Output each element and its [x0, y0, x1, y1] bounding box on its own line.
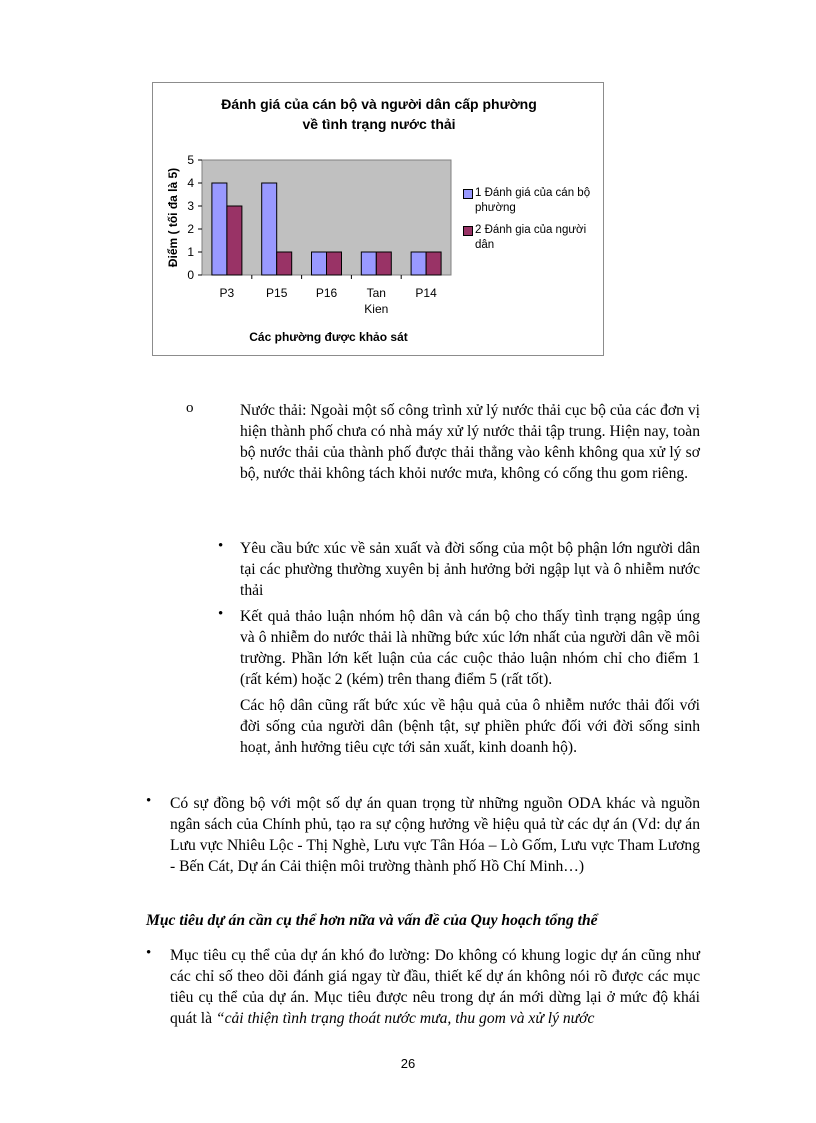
legend-item-series-2 [463, 223, 586, 253]
paragraph-muc-tieu-text: Mục tiêu cụ thể của dự án khó đo lường: Do không có khung logic dự án cũng như các chỉ số theo dõi đánh giá ngay từ đầu, thiết kế dự án không nói rõ được các mục tiêu cụ thể của dự án. Mục tiêu được nêu trong dự án mới dừng lại ở mức độ khái quát là [170, 947, 700, 1027]
bar-1-p3 [212, 183, 227, 275]
bar-2-p3 [227, 206, 242, 275]
legend-label-series-1-line-2: phường [475, 202, 516, 214]
legend-item-series-1 [463, 186, 590, 216]
bar-1-p16 [312, 252, 327, 275]
x-tick-label: P14 [415, 286, 437, 300]
bar-2-p14 [426, 252, 441, 275]
legend-label-series-1-line-1: 1 Đánh giá của cán bộ [475, 187, 591, 199]
bullet-3-marker: • [146, 793, 152, 809]
sub-bullet-marker: o [186, 400, 194, 416]
chart-plot [153, 83, 605, 357]
bar-1-p14 [411, 252, 426, 275]
bullet-2-marker: • [218, 606, 224, 622]
legend-swatch-series-1 [463, 189, 473, 199]
legend-label-series-2-line-1: 2 Đánh gia của người [475, 224, 587, 236]
bullet-1-marker: • [218, 538, 224, 554]
x-tick-label: Tan [366, 286, 386, 300]
bar-1-p15 [262, 183, 277, 275]
paragraph-muc-tieu-quote: “cải thiện tình trạng thoát nước mưa, thu gom và xử lý nước [215, 1010, 595, 1027]
x-tick-label: P15 [266, 286, 288, 300]
bullet-4-marker: • [146, 945, 152, 961]
paragraph-dong-bo: Có sự đồng bộ với một số dự án quan trọng từ những nguồn ODA khác và nguồn ngân sách của Chính phủ, tạo ra sự cộng hưởng về hiệu quả từ các dự án (Vd: dự án Lưu vực Nhiêu Lộc - Thị Nghè, Lưu vực Tân Hóa – Lò Gốm, Lưu vực Tham Lương - Bến Cát, Dự án Cải thiện môi trường thành phố Hồ Chí Minh…) [170, 795, 700, 875]
legend-label-series-2-line-2: dân [475, 239, 495, 251]
y-tick-label: 1 [187, 245, 194, 259]
y-tick-label: 2 [187, 222, 194, 236]
chart-title-line-2: về tình trạng nước thải [302, 116, 456, 132]
legend-swatch-series-2 [463, 226, 473, 236]
y-tick-label: 3 [187, 199, 194, 213]
paragraph-muc-tieu [170, 945, 700, 1029]
page-number: 26 [400, 1056, 416, 1071]
x-tick-label: Kien [364, 302, 389, 316]
y-tick-label: 4 [187, 176, 194, 190]
bar-2-p15 [277, 252, 292, 275]
paragraph-nuoc-thai: Nước thải: Ngoài một số công trình xử lý nước thải cục bộ của các đơn vị hiện thành phố chưa có nhà máy xử lý nước thải tập trung. Hiện nay, toàn bộ nước thải của thành phố được thải thẳng vào kênh không qua xử lý sơ bộ, nước thải không tách khỏi nước mưa, không có cống thu gom riêng. [240, 402, 700, 482]
bar-2-tan-kien [376, 252, 391, 275]
chart-title-line-1: Đánh giá của cán bộ và người dân cấp phường [221, 96, 537, 112]
x-axis-title: Các phường được khảo sát [249, 330, 408, 344]
x-tick-label: P3 [219, 286, 235, 300]
paragraph-ket-qua: Kết quả thảo luận nhóm hộ dân và cán bộ cho thấy tình trạng ngập úng và ô nhiễm do nước thải là những bức xúc lớn nhất của người dân về môi trường. Phần lớn kết luận của các cuộc thảo luận nhóm chỉ cho điểm 1 (rất kém) hoặc 2 (kém) trên thang điểm 5 (rất tốt). [240, 608, 700, 688]
x-tick-label: P16 [315, 286, 338, 300]
paragraph-cac-ho-dan: Các hộ dân cũng rất bức xúc về hậu quả của ô nhiễm nước thải đối với đời sống của người dân (bệnh tật, sự phiền phức đối với đời sống sinh hoạt, ảnh hưởng tiêu cực tới sản xuất, kinh doanh hộ). [240, 697, 700, 756]
bar-1-tan-kien [361, 252, 376, 275]
chart-container [152, 82, 604, 356]
y-axis-title: Điểm ( tối đa là 5) [166, 167, 180, 268]
bar-2-p16 [327, 252, 342, 275]
paragraph-yeu-cau: Yêu cầu bức xúc về sản xuất và đời sống của một bộ phận lớn người dân tại các phường thường xuyên bị ảnh hưởng bởi ngập lụt và ô nhiễm nước thải [240, 540, 700, 599]
section-heading: Mục tiêu dự án cần cụ thể hơn nữa và vấn đề của Quy hoạch tổng thể [146, 912, 598, 929]
y-tick-label: 0 [187, 268, 194, 282]
y-tick-label: 5 [187, 153, 194, 167]
